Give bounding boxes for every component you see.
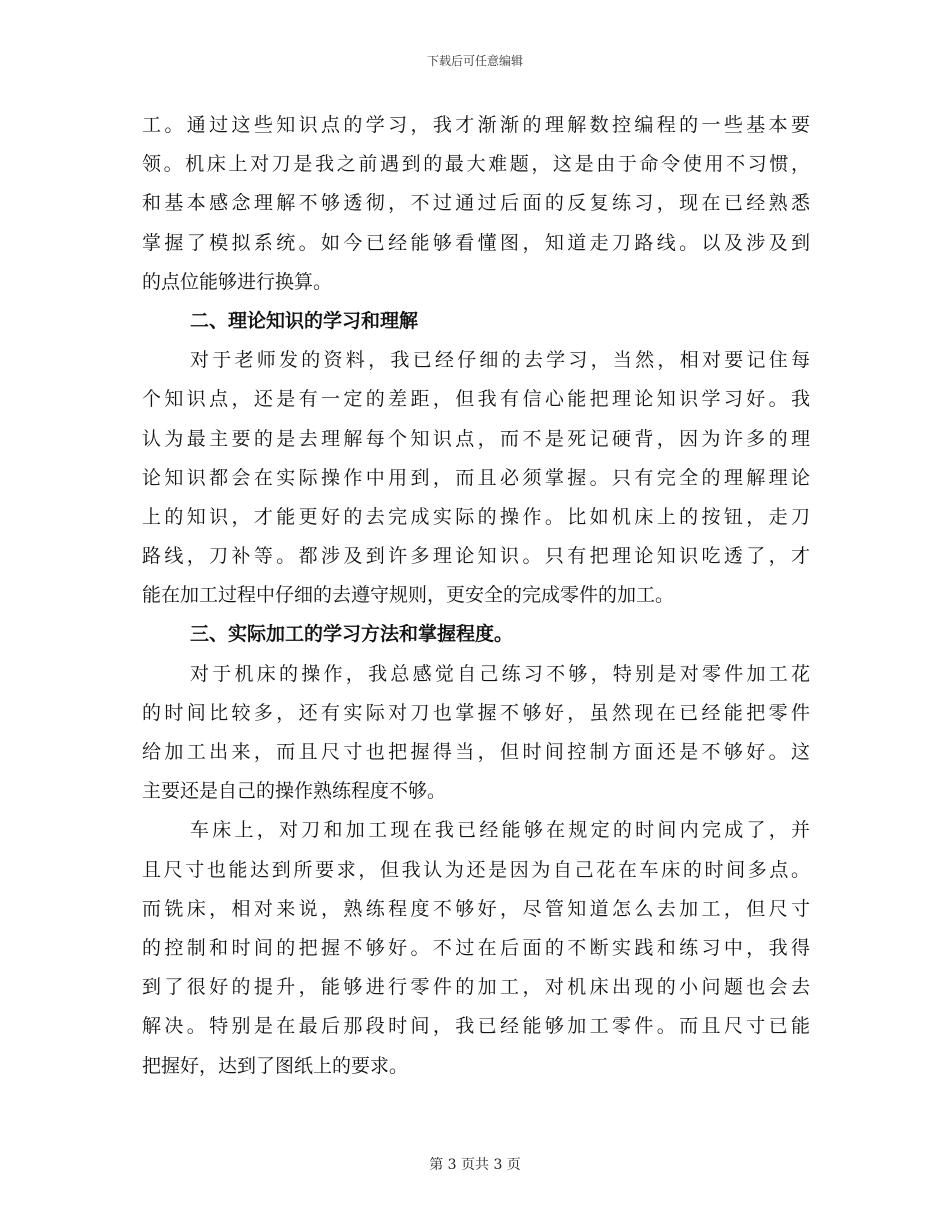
body-line: 和基本感念理解不够透彻，不过通过后面的反复练习，现在已经熟悉 bbox=[142, 192, 810, 215]
body-line: 主要还是自己的操作熟练程度不够。 bbox=[142, 780, 447, 803]
body-line: 认为最主要的是去理解每个知识点，而不是死记硬背，因为许多的理 bbox=[142, 427, 810, 450]
body-line: 对于老师发的资料，我已经仔细的去学习，当然，相对要记住每 bbox=[190, 349, 810, 372]
document-body bbox=[142, 106, 810, 1086]
body-line: 且尺寸也能达到所要求，但我认为还是因为自己花在车床的时间多点。 bbox=[142, 858, 810, 881]
body-line: 车床上，对刀和加工现在我已经能够在规定的时间内完成了，并 bbox=[190, 819, 810, 842]
body-line: 领。机床上对刀是我之前遇到的最大难题，这是由于命令使用不习惯， bbox=[142, 153, 810, 176]
section-heading-theory: 二、理论知识的学习和理解 bbox=[190, 309, 419, 332]
page-number: 第 3 页共 3 页 bbox=[429, 1157, 521, 1173]
body-line: 个知识点，还是有一定的差距，但我有信心能把理论知识学习好。我 bbox=[142, 388, 810, 411]
body-line: 解决。特别是在最后那段时间，我已经能够加工零件。而且尺寸已能 bbox=[142, 1015, 810, 1038]
body-line: 掌握了模拟系统。如今已经能够看懂图，知道走刀路线。以及涉及到 bbox=[142, 231, 810, 254]
body-line: 把握好，达到了图纸上的要求。 bbox=[142, 1054, 409, 1077]
body-line: 论知识都会在实际操作中用到，而且必须掌握。只有完全的理解理论 bbox=[142, 466, 810, 489]
body-line: 而铣床，相对来说，熟练程度不够好，尽管知道怎么去加工，但尺寸 bbox=[142, 897, 810, 920]
body-line: 路线，刀补等。都涉及到许多理论知识。只有把理论知识吃透了，才 bbox=[142, 545, 810, 568]
body-line: 的时间比较多，还有实际对刀也掌握不够好，虽然现在已经能把零件 bbox=[142, 701, 810, 724]
body-line: 到了很好的提升，能够进行零件的加工，对机床出现的小问题也会去 bbox=[142, 976, 810, 999]
body-line: 能在加工过程中仔细的去遵守规则，更安全的完成零件的加工。 bbox=[142, 584, 675, 607]
body-line: 的控制和时间的把握不够好。不过在后面的不断实践和练习中，我得 bbox=[142, 936, 810, 959]
body-line: 对于机床的操作，我总感觉自己练习不够，特别是对零件加工花 bbox=[190, 662, 810, 685]
body-line: 的点位能够进行换算。 bbox=[142, 270, 333, 293]
section-heading-practice: 三、实际加工的学习方法和掌握程度。 bbox=[190, 623, 514, 646]
body-line: 工。通过这些知识点的学习，我才渐渐的理解数控编程的一些基本要 bbox=[142, 114, 810, 136]
body-line: 上的知识，才能更好的去完成实际的操作。比如机床上的按钮，走刀 bbox=[142, 505, 810, 528]
page-header: 下载后可任意编辑 bbox=[426, 54, 523, 68]
body-line: 给加工出来，而且尺寸也把握得当，但时间控制方面还是不够好。这 bbox=[142, 741, 810, 763]
